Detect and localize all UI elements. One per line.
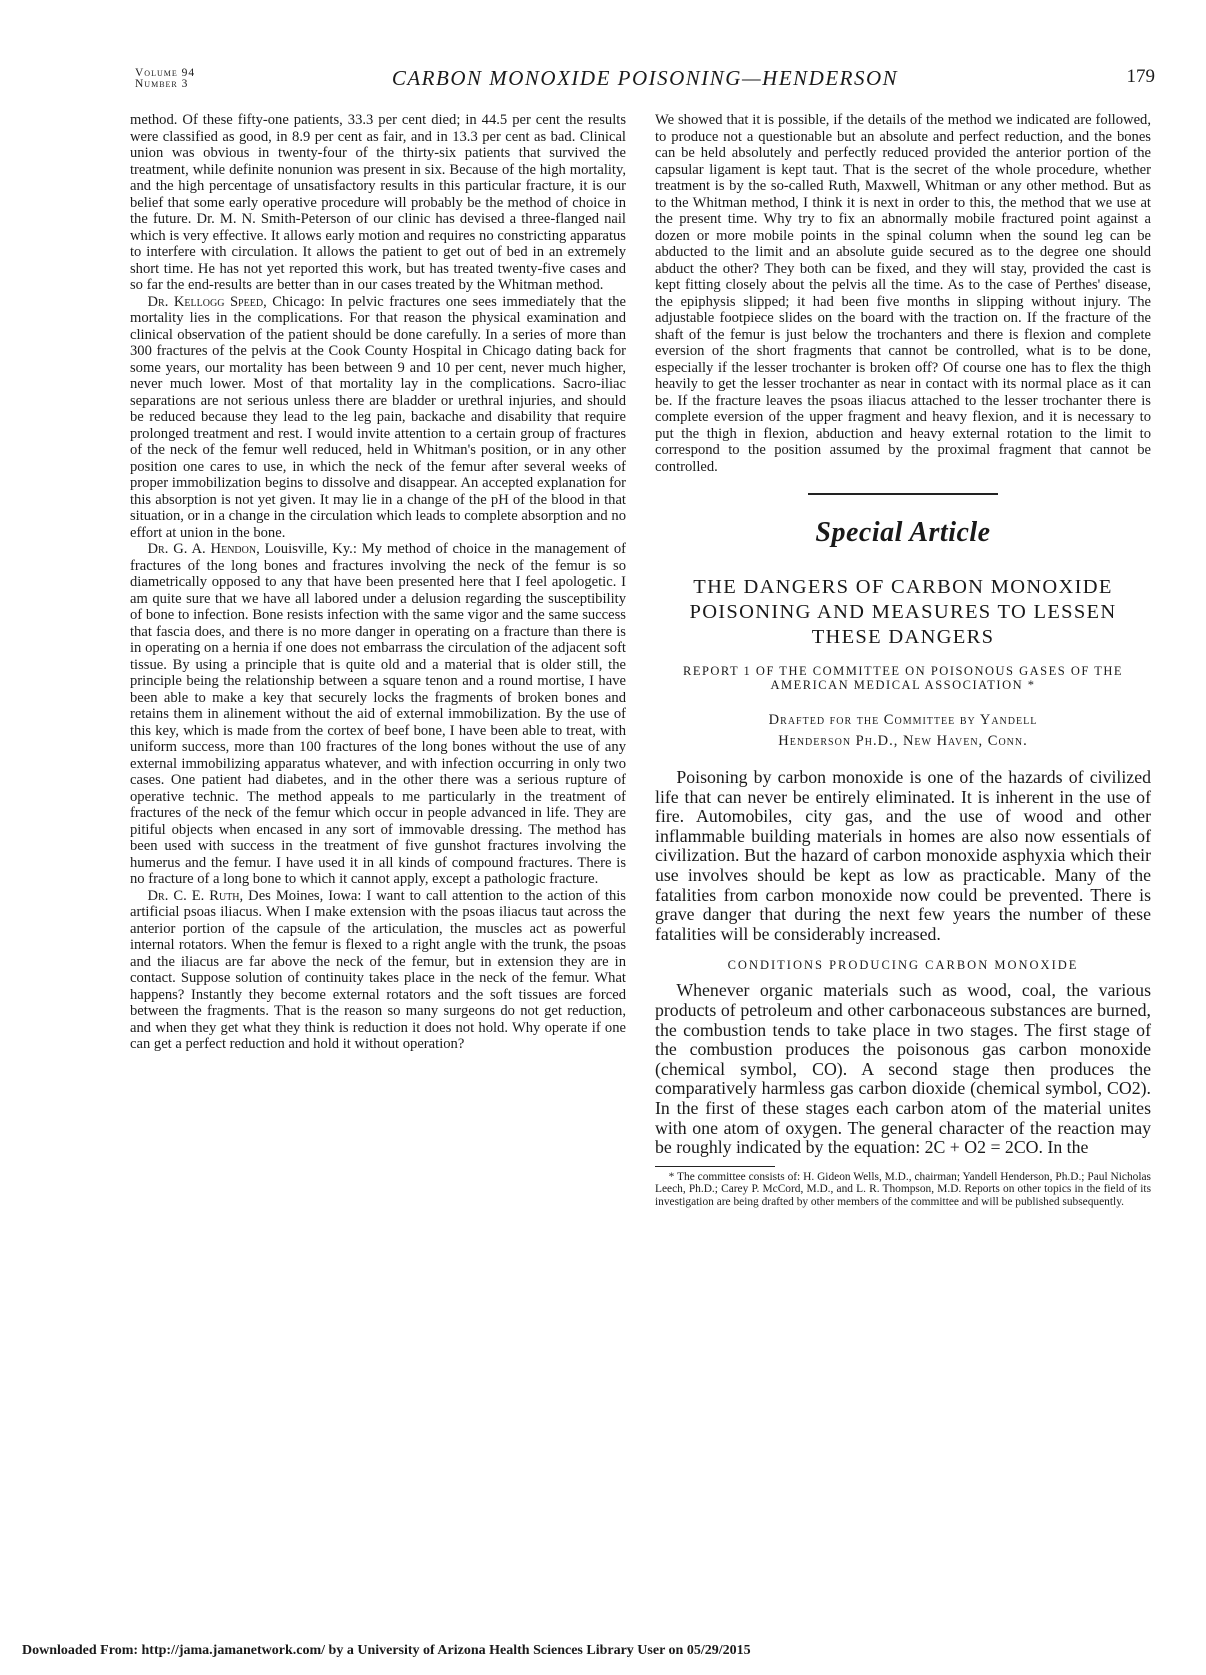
special-article-heading: Special Article [815, 517, 991, 548]
speaker-name: Dr. Kellogg Speed [147, 293, 264, 310]
paragraph-body: In pelvic fractures one sees immediately that the mortality lies in the complications. For that reason the physical examination and clinical observation of the patient should be done carefully. In a series of more than 300 fractures of the pelvis at the Cook County Hospital in Chicago dating back for some years, our mortality has been between 9 and 10 per cent, never much higher, never much lower. Most of that mortality lay in the complications. Sacro-iliac separations are not serious unless there are bladder or urethral injuries, and should be reduced because they lead to the leg pain, backache and disability that require prolonged treatment and rest. I would invite attention to a certain group of fractures of the neck of the femur well reduced, held in Whitman's position, or in any other position one cares to use, in which the neck of the femur after several weeks of proper immobilization begins to dissolve and disappear. An accepted explanation for this absorption is not yet given. It may lie in a change of the pH of the blood in that situation, or in a change in the circulation which leads to complete absorption and no effort at union in the bone. [130, 293, 626, 541]
speaker-place: , Des Moines, Iowa: [239, 887, 367, 904]
byline-line-2: Henderson Ph.D., New Haven, Conn. [778, 733, 1028, 749]
lead-paragraph: Poisoning by carbon monoxide is one of the hazards of civilized life that can never be entirely eliminated. It is inherent in the use of fire. Automobiles, city gas, and the use of wood and other inflammable building materials in homes are also now essentials of civilization. But the hazard of carbon monoxide asphyxia which their use involves should be kept as low as practicable. Many of the fatalities from carbon monoxide now could be prevented. There is grave danger that during the next few years the number of these fatalities will be considerably increased. [655, 767, 1151, 944]
report-line: REPORT 1 OF THE COMMITTEE ON POISONOUS GASES OF THE AMERICAN MEDICAL ASSOCIATION * [682, 664, 1124, 692]
speaker-place: , Louisville, Ky.: [256, 541, 362, 557]
paragraph-continuation: method. Of these fifty-one patients, 33.3 per cent died; in 44.5 per cent the results were classified as good, in 8.9 per cent as fair, and in 13.3 per cent as bad. Clinical union was obvious in twenty-four of the thirty-six patients that survived the treatment, while definite nonunion was present in six. Because of the high mortality, and the high percentage of unsatisfactory results in this particular fracture, it is our belief that some early operative procedure will probably be the method of choice in the future. Dr. M. N. Smith-Peterson of our clinic has devised a three-flanged nail which is very effective. It allows early motion and requires no constricting apparatus to interfere with circulation. It allows the patient to get out of bed in an extremely short time. He has not yet reported this work, but has treated twenty-five cases and so far the end-results are better than in our cases treated by the Whitman method. [130, 112, 626, 293]
paragraph-ruth [130, 888, 626, 1053]
byline [655, 710, 1151, 752]
speaker-name: Dr. G. A. Hendon [147, 541, 257, 557]
running-head [135, 66, 1155, 96]
byline-line-1: Drafted for the Committee by Yandell [768, 712, 1038, 728]
download-notice: Downloaded From: http://jama.jamanetwork.com/ by a University of Arizona Health Sciences Library User on 05/29/2015 [22, 1643, 751, 1658]
paragraph-speed [130, 294, 626, 542]
volume-label: Volume 94 [135, 67, 196, 79]
right-column [655, 112, 1151, 1208]
left-column [130, 112, 626, 1053]
number-label: Number 3 [135, 78, 189, 90]
paragraph-hendon [130, 541, 626, 888]
paragraph-body: I want to call attention to the action of this artificial psoas iliacus. When I make extension with the psoas iliacus taut across the anterior portion of the capsule of the articulation, the muscles act as powerful internal rotators. When the femur is flexed to a right angle with the trunk, the psoas and the iliacus are far above the neck of the femur, but in extension they are in contact. Suppose solution of continuity takes place in the neck of the femur. What happens? Instantly they become external rotators and the soft tissues are forced between the fragments. That is the reason so many surgeons do not get reduction, and when they get what they think is reduction it does not hold. Why operate if one can get a perfect reduction and hold it without operation? [130, 887, 626, 1052]
paragraph-ruth-continued: We showed that it is possible, if the details of the method we indicated are followed, to produce not a questionable but an absolute and perfect reduction, and the bones can be held absolutely and perfectly reduced provided the anterior portion of the capsular ligament is kept taut. That is the secret of the whole procedure, whether treatment is by the so-called Ruth, Maxwell, Whitman or any other method. But as to the Whitman method, I think it is next in order to this, the method that we use at the present time. Why try to fix an abnormally mobile fractured point against a dozen or more mobile points in the spinal column when the sound leg can be abducted to the limit and an absolute guide secured as to the degree one should abduct the other? They both can be fixed, and they will stay, provided the cast is kept fitting closely about the pelvis all the time. As to the case of Perthes' disease, the epiphysis slipped; it had been five months in slipping without injury. The adjustable footpiece slides on the board with the traction on. If the fracture of the shaft of the femur is just below the trochanters and there is flexion and complete eversion of the short fragments that cannot be controlled, what is to be done, especially if the lesser trochanter is broken off? Of course one has to flex the thigh heavily to get the lesser trochanter as near in contact with its normal place as it can be. If the fracture leaves the psoas iliacus attached to the lesser trochanter there is complete eversion of the upper fragment and heavy flexion, and it is necessary to put the thigh in flexion, abduction and heavy external rotation to the limit to correspond to the position assumed by the proximal fragment that cannot be controlled. [655, 112, 1151, 475]
page-number: 179 [1126, 66, 1155, 87]
footnote-divider [655, 1166, 775, 1167]
speaker-place: , Chicago: [263, 293, 331, 310]
footnote: * The committee consists of: H. Gideon Wells, M.D., chairman; Yandell Henderson, Ph.D.; Paul Nicholas Leech, Ph.D.; Carey P. McCord, M.D., and L. R. Thompson, M.D. Reports on other topics in the field of its investigation are being drafted by other members of the committee and will be published subsequently. [655, 1170, 1151, 1208]
section-subheading: CONDITIONS PRODUCING CARBON MONOXIDE [727, 958, 1079, 973]
running-title: CARBON MONOXIDE POISONING—HENDERSON [391, 66, 899, 90]
paragraph-body: My method of choice in the management of fractures of the long bones and fractures involving the neck of the femur is so diametrically opposed to any that have been presented here that I feel apologetic. I am quite sure that we have all labored under a delusion regarding the susceptibility of bone to infection. Bone resists infection with the same vigor and the same success that fascia does, and there is no more danger in operating on a fracture than there is in operating on a hernia if one does not embarrass the circulation of the adjacent soft tissue. By using a principle that is quite old and a material that is older still, the principle being the relationship between a square tenon and a round mortise, I have been able to make a key that securely locks the fragments of broken bones and retains them in alinement without the aid of external immobilization. By the use of this key, which is made from the cortex of beef bone, I have been able to treat, with uniform success, more than 100 fractures of the long bones without the use of any external immobilizing apparatus whatever, and with infection occurring in only two cases. One patient had diabetes, and in the other there was a serious rupture of operative technic. The method appeals to me particularly in the treatment of fractures of the neck of the femur which occur in people advanced in life. They are pitiful objects when encased in any sort of immovable dressing. The method has been used with success in the treatment of five gunshot fractures involving the humerus and the femur. I have used it in all kinds of compound fractures. There is no fracture of a long bone to which it cannot apply, except a pathologic fracture. [130, 541, 626, 887]
speaker-name: Dr. C. E. Ruth [147, 887, 240, 904]
section-divider [808, 493, 998, 495]
article-title: THE DANGERS OF CARBON MONOXIDE POISONING AND MEASURES TO LESSEN THESE DANGERS [689, 576, 1117, 648]
paragraph-conditions: Whenever organic materials such as wood, coal, the various products of petroleum and other carbonaceous substances are burned, the combustion tends to take place in two stages. The first stage of the combustion produces the poisonous gas carbon monoxide (chemical symbol, CO). A second stage then produces the comparatively harmless gas carbon dioxide (chemical symbol, CO2). In the first of these stages each carbon atom of the material unites with one atom of oxygen. The general character of the reaction may be roughly indicated by the equation: 2C + O2 = 2CO. In the [655, 980, 1151, 1158]
